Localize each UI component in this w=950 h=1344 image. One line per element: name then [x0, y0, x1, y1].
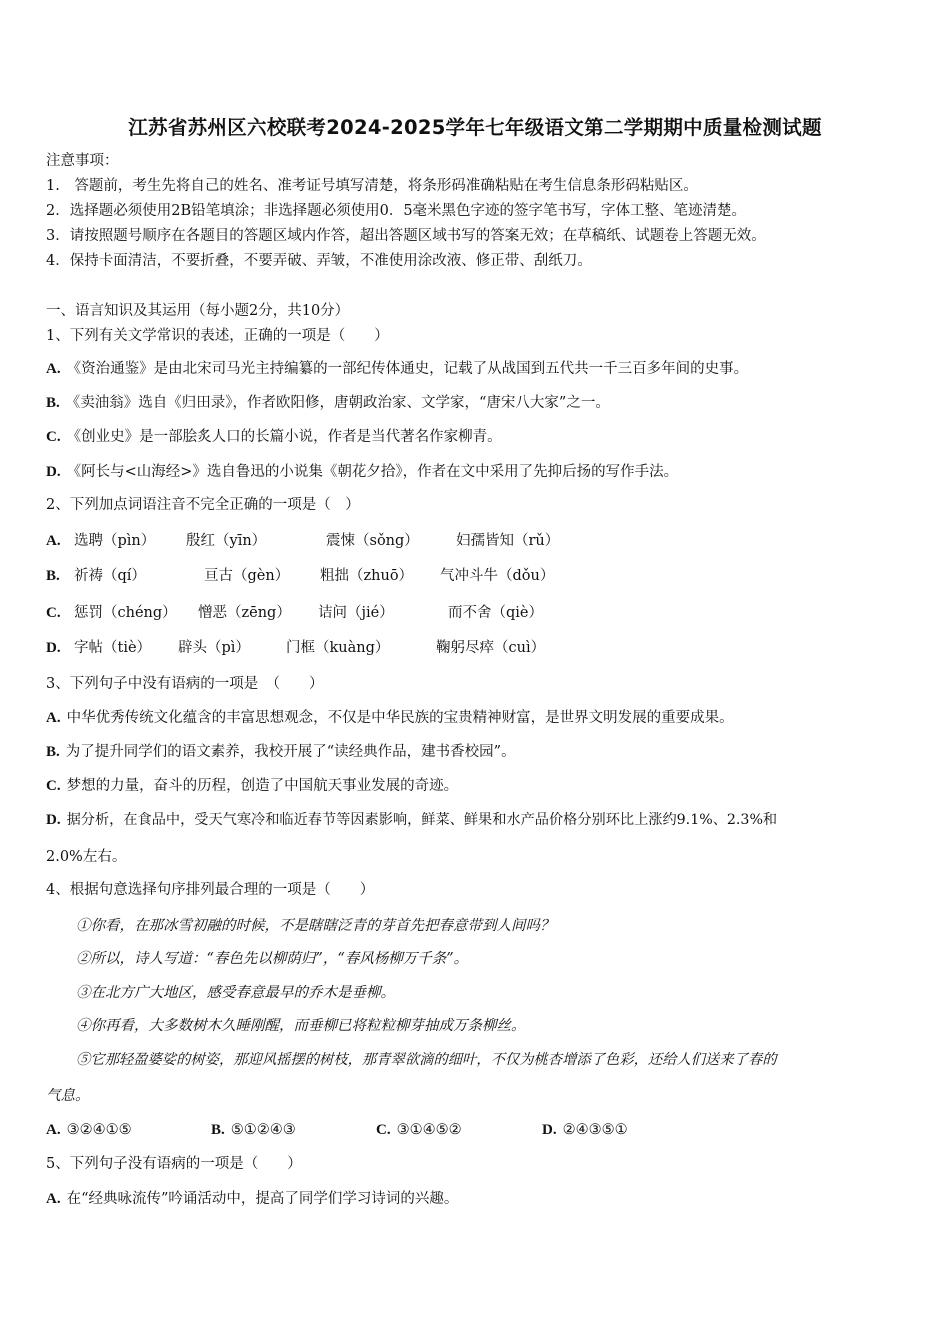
- choice: [46, 1120, 132, 1140]
- question-stem: 5、下列句子没有语病的一项是（ ）: [46, 1156, 302, 1172]
- option-row: [46, 1189, 458, 1209]
- option-letter: A.: [46, 533, 61, 549]
- option-letter: D.: [542, 1122, 557, 1138]
- pinyin-item: 诘问（jié）: [318, 605, 394, 621]
- option-continuation: 2.0%左右。: [46, 849, 127, 865]
- option-row: [46, 462, 678, 482]
- option-text: 《创业史》是一部脍炙人口的长篇小说，作者是当代著名作家柳青。: [66, 429, 502, 445]
- option-row: [46, 393, 610, 413]
- option-text: 中华优秀传统文化蕴含的丰富思想观念，不仅是中华民族的宝贵精神财富，是世界文明发展的重要成果。: [66, 710, 734, 726]
- option-letter: B.: [46, 395, 60, 411]
- option-letter: A.: [46, 710, 61, 726]
- option-text: 在“经典咏流传”吟诵活动中，提高了同学们学习诗词的兴趣。: [66, 1191, 459, 1207]
- notice-item: 4．保持卡面清洁，不要折叠，不要弄破、弄皱，不准使用涂改液、修正带、刮纸刀。: [46, 253, 592, 269]
- pinyin-item: 气冲斗牛（dǒu）: [440, 568, 555, 584]
- notice-heading: 注意事项：: [46, 153, 119, 169]
- sentence: ①你看，在那冰雪初融的时候，不是瞎瞎泛青的芽首先把春意带到人间吗？: [76, 918, 555, 934]
- pinyin-item: 鞠躬尽瘁（cuì）: [436, 640, 546, 656]
- pinyin-item: 而不舍（qiè）: [448, 605, 544, 621]
- option-letter: C.: [46, 605, 61, 621]
- pinyin-item: 妇孺皆知（rǔ）: [456, 533, 560, 549]
- option-row: [46, 776, 458, 796]
- sentence-continuation: 气息。: [46, 1088, 90, 1104]
- option-text: 梦想的力量，奋斗的历程，创造了中国航天事业发展的奇迹。: [66, 778, 459, 794]
- option-letter: D.: [46, 640, 61, 656]
- option-letter: B.: [46, 568, 60, 584]
- option-letter: A.: [46, 1191, 61, 1207]
- option-row: [46, 742, 516, 762]
- option-text: ⑤①②④③: [230, 1122, 296, 1138]
- option-text: 《资治通鉴》是由北宋司马光主持编纂的一部纪传体通史，记载了从战国到五代共一千三百多年间的史事。: [66, 361, 749, 377]
- option-letter: B.: [211, 1122, 225, 1138]
- question-stem: 1、下列有关文学常识的表述，正确的一项是（ ）: [46, 328, 389, 344]
- option-text: ②④③⑤①: [562, 1122, 628, 1138]
- pinyin-item: 粗拙（zhuō）: [320, 568, 414, 584]
- pinyin-item: 门框（kuàng）: [286, 640, 390, 656]
- option-row: [46, 708, 734, 728]
- pinyin-item: 惩罚（chéng）: [74, 605, 177, 621]
- pinyin-item: 祈祷（qí）: [74, 568, 146, 584]
- choice: [211, 1120, 296, 1140]
- option-row: [46, 359, 748, 379]
- question-stem: 2、下列加点词语注音不完全正确的一项是（ ）: [46, 497, 360, 513]
- section-heading: 一、语言知识及其运用（每小题2分，共10分）: [46, 303, 350, 319]
- option-text: 为了提升同学们的语文素养，我校开展了“读经典作品，建书香校园”。: [65, 744, 516, 760]
- option-text: 《卖油翁》选自《归田录》，作者欧阳修，唐朝政治家、文学家，“唐宋八大家”之一。: [65, 395, 610, 411]
- option-letter: C.: [376, 1122, 391, 1138]
- sentence: ③在北方广大地区，感受春意最早的乔木是垂柳。: [76, 985, 395, 1001]
- choice: [542, 1120, 628, 1140]
- pinyin-item: 憎恶（zēng）: [198, 605, 291, 621]
- pinyin-row: [46, 531, 67, 551]
- notice-item: 2．选择题必须使用2B铅笔填涂；非选择题必须使用0．5毫米黑色字迹的签字笔书写，字体工整、笔迹清楚。: [46, 203, 747, 219]
- pinyin-row: [46, 566, 66, 586]
- pinyin-item: 殷红（yīn）: [186, 533, 267, 549]
- pinyin-row: [46, 638, 67, 658]
- pinyin-item: 辟头（pì）: [178, 640, 250, 656]
- sentence: ②所以，诗人写道：“春色先以柳荫归”，“春风杨柳万千条”。: [76, 951, 469, 967]
- option-letter: D.: [46, 464, 61, 480]
- sentence: ④你再看，大多数树木久睡刚醒，而垂柳已将粒粒柳芽抽成万条柳丝。: [76, 1018, 526, 1034]
- option-letter: A.: [46, 1122, 61, 1138]
- option-text: ③②④①⑤: [66, 1122, 132, 1138]
- choice: [376, 1120, 462, 1140]
- question-stem: 4、根据句意选择句序排列最合理的一项是（ ）: [46, 882, 375, 898]
- pinyin-item: 字帖（tiè）: [74, 640, 152, 656]
- pinyin-item: 选聘（pìn）: [74, 533, 156, 549]
- question-stem: 3、下列句子中没有语病的一项是 （ ）: [46, 676, 324, 692]
- option-text: 据分析，在食品中，受天气寒冷和临近春节等因素影响，鲜菜、鲜果和水产品价格分别环比上涨约9.1%、2.3%和: [66, 812, 778, 828]
- option-text: 《阿长与<山海经>》选自鲁迅的小说集《朝花夕拾》，作者在文中采用了先抑后扬的写作手法。: [66, 464, 679, 480]
- option-letter: B.: [46, 744, 60, 760]
- option-letter: C.: [46, 778, 61, 794]
- option-letter: D.: [46, 812, 61, 828]
- option-letter: A.: [46, 361, 61, 377]
- pinyin-item: 震悚（sǒng）: [326, 533, 419, 549]
- page-title: 江苏省苏州区六校联考2024-2025学年七年级语文第二学期期中质量检测试题: [128, 116, 822, 139]
- option-row: [46, 810, 777, 830]
- notice-item: 1. 答题前，考生先将自己的姓名、准考证号填写清楚，将条形码准确粘贴在考生信息条形码粘贴区。: [46, 178, 698, 194]
- option-text: ③①④⑤②: [396, 1122, 462, 1138]
- option-row: [46, 427, 502, 447]
- option-letter: C.: [46, 429, 61, 445]
- pinyin-row: [46, 603, 67, 623]
- sentence: ⑤它那轻盈婆娑的树姿，那迎风摇摆的树枝，那青翠欲滴的细叶，不仅为桃杏增添了色彩，还给人们送来了春的: [76, 1052, 777, 1068]
- pinyin-item: 亘古（gèn）: [204, 568, 290, 584]
- notice-item: 3．请按照题号顺序在各题目的答题区域内作答，超出答题区域书写的答案无效；在草稿纸、试题卷上答题无效。: [46, 228, 766, 244]
